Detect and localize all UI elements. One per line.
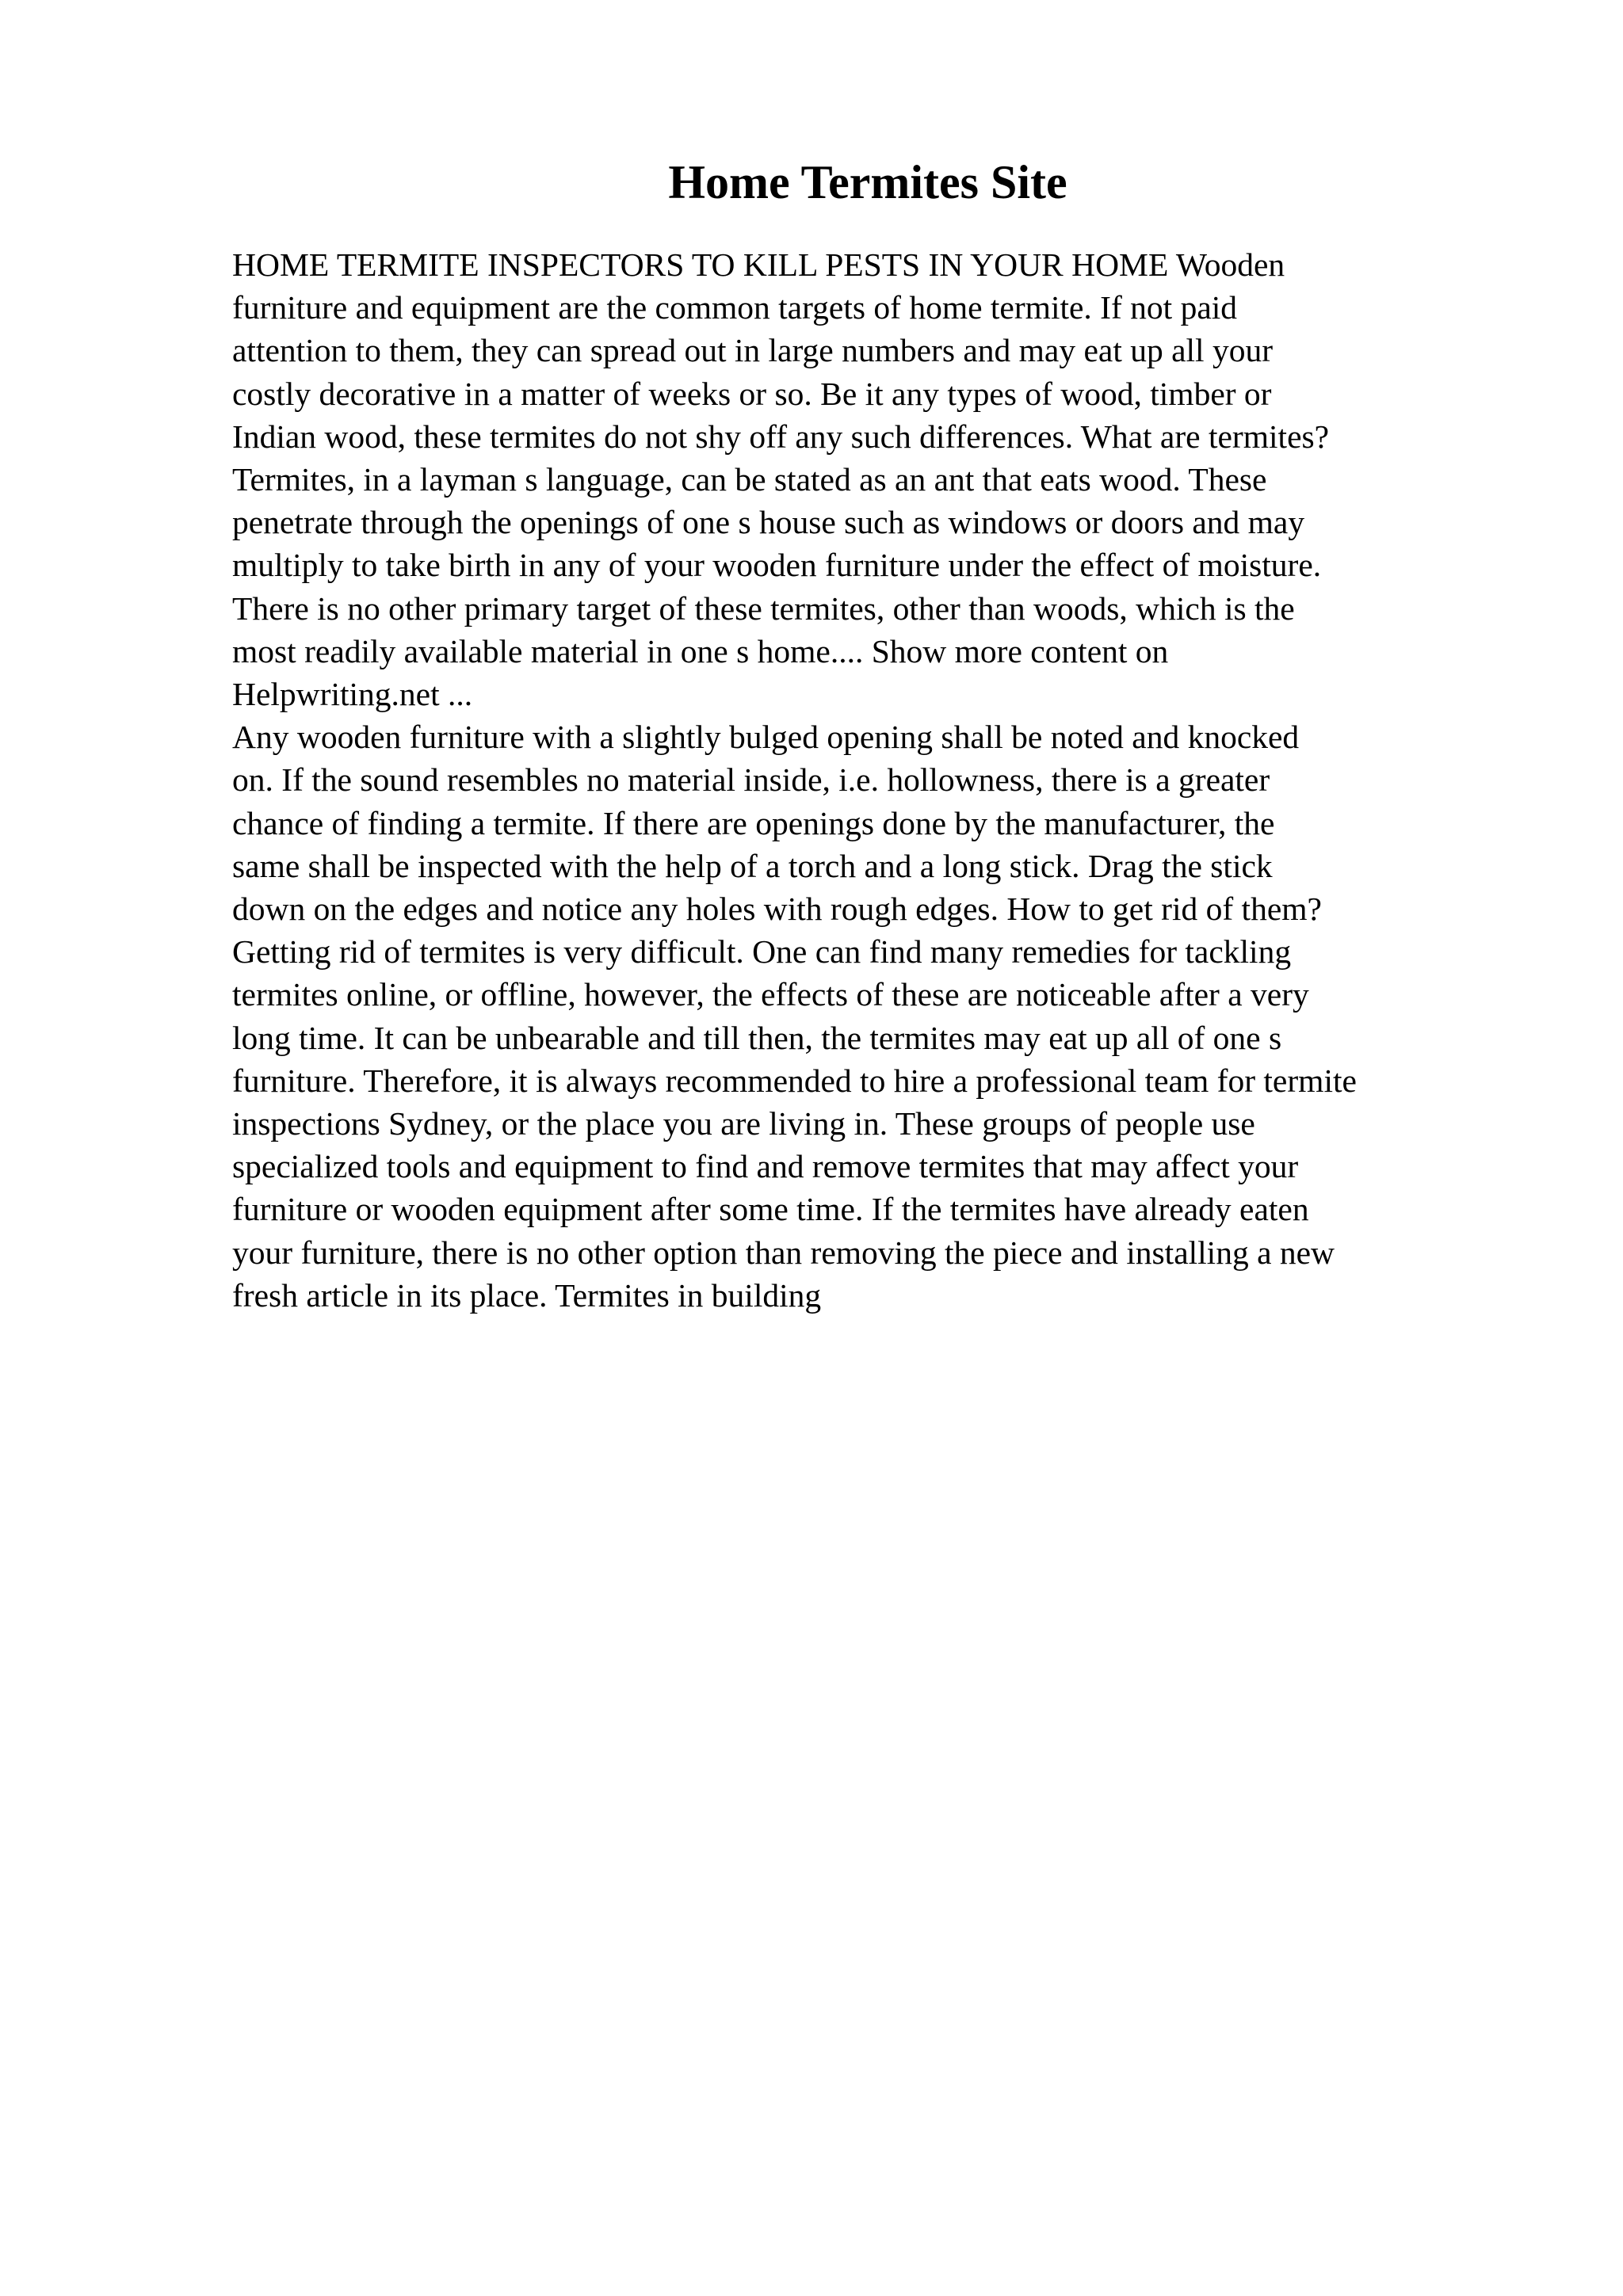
text-line: most readily available material in one s home.... Show more content on	[232, 632, 1169, 669]
text-line: There is no other primary target of these termites, other than woods, which is the	[232, 589, 1295, 627]
body-text	[232, 243, 1532, 1317]
page-title: Home Termites Site	[668, 156, 1067, 208]
text-line: chance of finding a termite. If there are openings done by the manufacturer, the	[232, 804, 1275, 841]
text-line: penetrate through the openings of one s house such as windows or doors and may	[232, 504, 1305, 541]
text-line: Any wooden furniture with a slightly bulged opening shall be noted and knocked	[232, 719, 1300, 756]
text-line: long time. It can be unbearable and till then, the termites may eat up all of one s	[232, 1019, 1282, 1056]
text-line: down on the edges and notice any holes with rough edges. How to get rid of them?	[232, 891, 1322, 928]
text-line: Indian wood, these termites do not shy off any such differences. What are termites?	[232, 418, 1330, 455]
text-line: inspections Sydney, or the place you are living in. These groups of people use	[232, 1105, 1255, 1142]
text-line: same shall be inspected with the help of a torch and a long stick. Drag the stick	[232, 847, 1273, 884]
text-line: Getting rid of termites is very difficult. One can find many remedies for tackling	[232, 933, 1292, 971]
text-line: fresh article in its place. Termites in building	[232, 1276, 822, 1314]
text-line: specialized tools and equipment to find and remove termites that may affect your	[232, 1148, 1299, 1185]
text-line: multiply to take birth in any of your wooden furniture under the effect of moisture.	[232, 547, 1322, 584]
text-line: furniture and equipment are the common targets of home termite. If not paid	[232, 289, 1238, 326]
text-line: attention to them, they can spread out in large numbers and may eat up all your	[232, 332, 1274, 369]
text-line: on. If the sound resembles no material inside, i.e. hollowness, there is a greater	[232, 761, 1270, 799]
text-line: furniture or wooden equipment after some time. If the termites have already eaten	[232, 1191, 1309, 1228]
text-line: HOME TERMITE INSPECTORS TO KILL PESTS IN YOUR HOME Wooden	[232, 246, 1285, 283]
text-line: Helpwriting.net ...	[232, 676, 473, 713]
text-line: termites online, or offline, however, the effects of these are noticeable after a very	[232, 976, 1309, 1013]
text-line: your furniture, there is no other option than removing the piece and installing a new	[232, 1234, 1335, 1271]
text-line: Termites, in a layman s language, can be stated as an ant that eats wood. These	[232, 461, 1267, 498]
text-line: costly decorative in a matter of weeks or so. Be it any types of wood, timber or	[232, 375, 1272, 412]
text-line: furniture. Therefore, it is always recommended to hire a professional team for termite	[232, 1062, 1357, 1099]
